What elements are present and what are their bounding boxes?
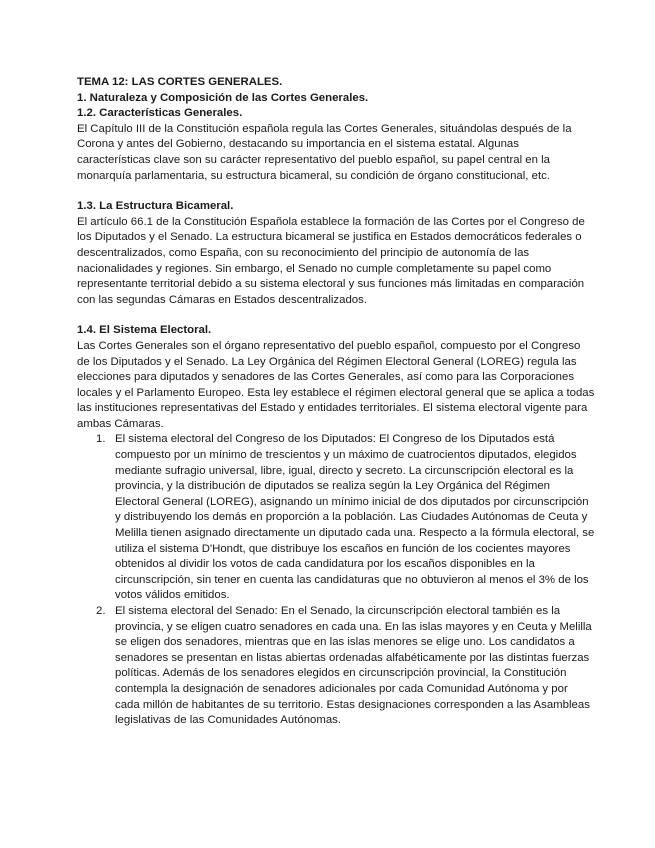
section-1-3-heading: 1.3. La Estructura Bicameral.: [77, 200, 234, 213]
electoral-systems-list: [77, 432, 595, 728]
list-item-number: 2.: [96, 605, 106, 617]
list-item: [77, 604, 595, 729]
section-1-2-paragraph: El Capítulo III de la Constitución española regula las Cortes Generales, situándolas después de la Corona y antes del Gobierno, destacando su importancia en el sistema estatal. Algunas características clave son su carácter representativo del pueblo español, su papel central en la monarquía parlamentaria, su estructura bicameral, su condición de órgano constitucional, etc.: [77, 122, 572, 182]
section-1-3-paragraph: El artículo 66.1 de la Constitución Española establece la formación de las Cortes por el Congreso de los Diputados y el Senado. La estructura bicameral se justifica en Estados democráticos federales o descentralizados, como España, con su reconocimiento del principio de autonomía de las nacionalidades y regiones. Sin embargo, el Senado no cumple completamente su papel como representante territorial debido a su sistema electoral y sus funciones más limitadas en comparación con las segundas Cámaras en Estados descentralizados.: [77, 215, 585, 306]
list-item-text: El sistema electoral del Congreso de los Diputados: El Congreso de los Diputados está compuesto por un mínimo de trescientos y un máximo de cuatrocientos diputados, elegidos mediante sufragio universal, libre, igual, directo y secreto. La circunscripción electoral es la provincia, y la distribución de diputados se realiza según la Ley Orgánica del Régimen Electoral General (LOREG), asignando un mínimo inicial de dos diputados por circunscripción y distribuyendo los demás en proporción a la población. Las Ciudades Autónomas de Ceuta y Melilla tienen asignado directamente un diputado cada una. Respecto a la fórmula electoral, se utiliza el sistema D'Hondt, que distribuye los escaños en función de los cocientes mayores obtenidos al dividir los votos de cada candidatura por los escaños disponibles en la circunscripción, sin tener en cuenta las candidaturas que no obtuvieron al menos el 3% de los votos válidos emitidos.: [115, 433, 595, 602]
section-1-4-heading: 1.4. El Sistema Electoral.: [77, 324, 212, 337]
section-1-4-paragraph: Las Cortes Generales son el órgano representativo del pueblo español, compuesto por el Congreso de los Diputados y el Senado. La Ley Orgánica del Régimen Electoral General (LOREG) regula las elecciones para diputados y senadores de las Cortes Generales, así como para las Corporaciones locales y el Parlamento Europeo. Esta ley establece el régimen electoral general que se aplica a todas las instituciones representativas del Estado y entidades territoriales. El sistema electoral vigente para ambas Cámaras.: [77, 339, 595, 430]
spacer: [77, 184, 595, 199]
list-item-number: 1.: [96, 433, 106, 446]
document-title: TEMA 12: LAS CORTES GENERALES.: [77, 76, 283, 88]
section-1-heading: 1. Naturaleza y Composición de las Cortes Generales.: [77, 91, 369, 104]
list-item-text: El sistema electoral del Senado: En el Senado, la circunscripción electoral también es la provincia, y se eligen cuatro senadores en cada una. En las islas mayores y en Ceuta y Melilla se eligen dos senadores, mientras que en las islas menores se elige uno. Los candidatos a senadores se presentan en listas abiertas ordenadas alfabéticamente por las distintas fuerzas políticas. Además de los senadores elegidos en circunscripción provincial, la Constitución contempla la designación de senadores adicionales por cada Comunidad Autónoma y por cada millón de habitantes de su territorio. Estas designaciones corresponden a las Asambleas legislativas de las Comunidades Autónomas.: [115, 605, 592, 727]
section-1-2-heading: 1.2. Características Generales.: [77, 107, 243, 120]
list-item: [77, 432, 595, 604]
spacer: [77, 308, 595, 323]
